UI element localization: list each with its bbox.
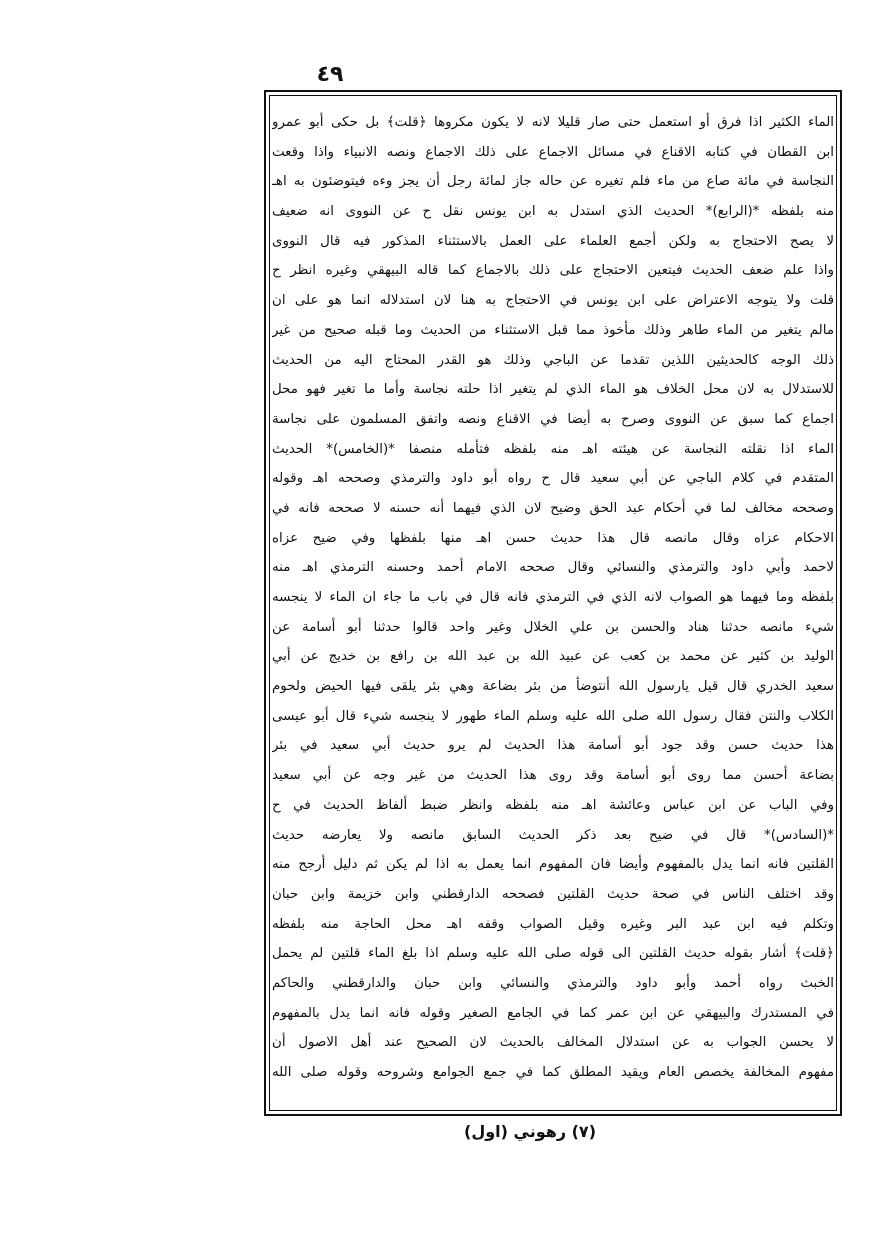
text-line: الماء الكثير اذا فرق أو استعمل حتى صار قليلا لانه لا يكون مكروها ﴿قلت﴾ بل حكى أبو عمرو: [272, 115, 834, 130]
text-line: ذلك الوجه كالحديثين اللذين تقدما عن الباجي وذلك هو القدر المحتاج اليه من الحديث: [272, 352, 834, 368]
text-line: وصححه مخالف لما في أحكام عبد الحق وضيح لان الذي فيهما أنه حسنه لا صححه فانه في: [272, 500, 834, 516]
text-line: القلتين فانه انما يدل بالمفهوم وأيضا فان المفهوم انما يعمل به اذا لم يكن ثم دليل أرجح منه: [272, 857, 834, 873]
text-line: واذا علم ضعف الحديث فيتعين الاحتجاج على ذلك بالاجماع كما قاله البيهقي وغيره انظر ح: [272, 263, 834, 279]
text-line: الاحكام عزاه وقال مانصه قال هذا حديث حسن اهـ منها بلفظها وفي ضيح عزاه: [272, 530, 834, 546]
text-line: مفهوم المخالفة يخصص العام ويقيد المطلق كما في جمع الجوامع وشروحه وقوله صلى الله: [272, 1065, 834, 1080]
text-line: قلت ولا يتوجه الاعتراض على ابن يونس في الاحتجاج به هنا لان استدلاله انما هو على ان: [272, 293, 834, 309]
text-line: سعيد الخدري قال قيل يارسول الله أنتوضأ من بئر بضاعة وهي بئر يلقى فيها الحيض ولحوم: [272, 679, 834, 695]
text-line: شيء مانصه حدثنا هناد والحسن بن علي الخلال وغير واحد قالوا حدثنا أبو أسامة عن: [272, 619, 834, 635]
text-line: لا يصح الاحتجاج به ولكن أجمع العلماء على العمل بالاستثناء المذكور فيه قال النووى: [272, 233, 834, 249]
text-line: بضاعة أحسن مما روى أبو أسامة وقد روى هذا الحديث من غير وجه عن أبي سعيد: [272, 768, 834, 784]
text-line: في المستدرك والبيهقي عن ابن عمر كما في الجامع الصغير وقوله فانه انما يدل بالمفهوم: [272, 1005, 834, 1021]
text-line: وقد اختلف الناس في صحة حديث القلتين فصححه الدارقطني وابن خزيمة وابن حبان: [272, 886, 834, 902]
text-line: هذا حديث حسن وقد جود أبو أسامة هذا الحديث لم يرو حديث أبي سعيد في بئر: [272, 738, 834, 754]
text-line: ﴿قلت﴾ أشار بقوله حديث القلتين الى قوله صلى الله عليه وسلم اذا بلغ الماء قلتين لم يحمل: [272, 946, 834, 962]
text-line: بلفظه وما فيهما هو الصواب لانه الذي في الترمذي فانه قال في باب ما جاء ان الماء لا ينجسه: [272, 590, 834, 605]
text-line: اجماع كما سبق عن النووى وصرح به أيضا في الاقناع ونصه واتفق المسلمون على نجاسة: [272, 411, 834, 427]
text-line: المتقدم في كلام الباجي عن أبي سعيد قال ح رواه أبو داود والترمذي وصححه اهـ وقوله: [272, 471, 834, 487]
text-line: وتكلم فيه ابن عبد البر وغيره وقيل الصواب وقفه اهـ محل الحاجة منه بلفظه: [272, 916, 834, 932]
text-line: وفي الباب عن ابن عباس وعائشة اهـ منه بلفظه وانظر ضبط ألفاظ الحديث في ح: [272, 797, 834, 813]
footer-signature: (٧) رهوني (اول): [464, 1122, 596, 1141]
text-line: النجاسة في مائة صاع من ماء فلم تغيره عن حاله جاز لمائة رجل أن يجز وءه فيتوضئون به اهـ: [272, 174, 834, 190]
text-line: لاحمد وأبي داود والترمذي والنسائي وقال صححه الامام أحمد وحسنه الترمذي اهـ منه: [272, 560, 834, 576]
text-line: *(السادس)* قال في ضيح بعد ذكر الحديث السابق مانصه ولا يعارضه حديث: [272, 827, 834, 843]
text-line: منه بلفظه *(الرابع)* الحديث الذي استدل به ابن يونس نقل ح عن النووى انه ضعيف: [272, 204, 834, 220]
text-line: لا يحسن الجواب به عن استدلال المخالف بالحديث لان الصحيح عند أهل الاصول أن: [272, 1035, 834, 1051]
text-line: ابن القطان في كتابه الاقناع في مسائل الاجماع على ذلك الاجماع ونصه الانبياء واذا وقعت: [272, 144, 834, 160]
text-line: الخبث رواه أحمد وأبو داود والترمذي والنسائي وابن حبان والدارقطني والحاكم: [272, 975, 834, 991]
text-line: الكلاب والنتن فقال رسول الله صلى الله عليه وسلم الماء طهور لا ينجسه شيء قال أبو عيسى: [272, 708, 834, 724]
text-line: الماء اذا نقلته النجاسة عن هيئته اهـ منه بلفظه فتأمله منصفا *(الخامس)* الحديث: [272, 441, 834, 457]
text-body: [272, 108, 834, 1108]
text-line: الوليد بن كثير عن محمد بن كعب عن عبيد الله بن عبد الله بن رافع بن خديج عن أبي: [272, 649, 834, 665]
text-line: مالم يتغير من الماء طاهر وذلك مأخوذ مما قبل الاستثناء من الحديث وما قبله صحيح من غير: [272, 322, 834, 338]
text-line: للاستدلال به لان محل الخلاف هو الماء الذي لم يتغير اذا حلته نجاسة وأما ما تغير فهو محل: [272, 382, 834, 398]
page-number: ٤٩: [316, 62, 344, 87]
